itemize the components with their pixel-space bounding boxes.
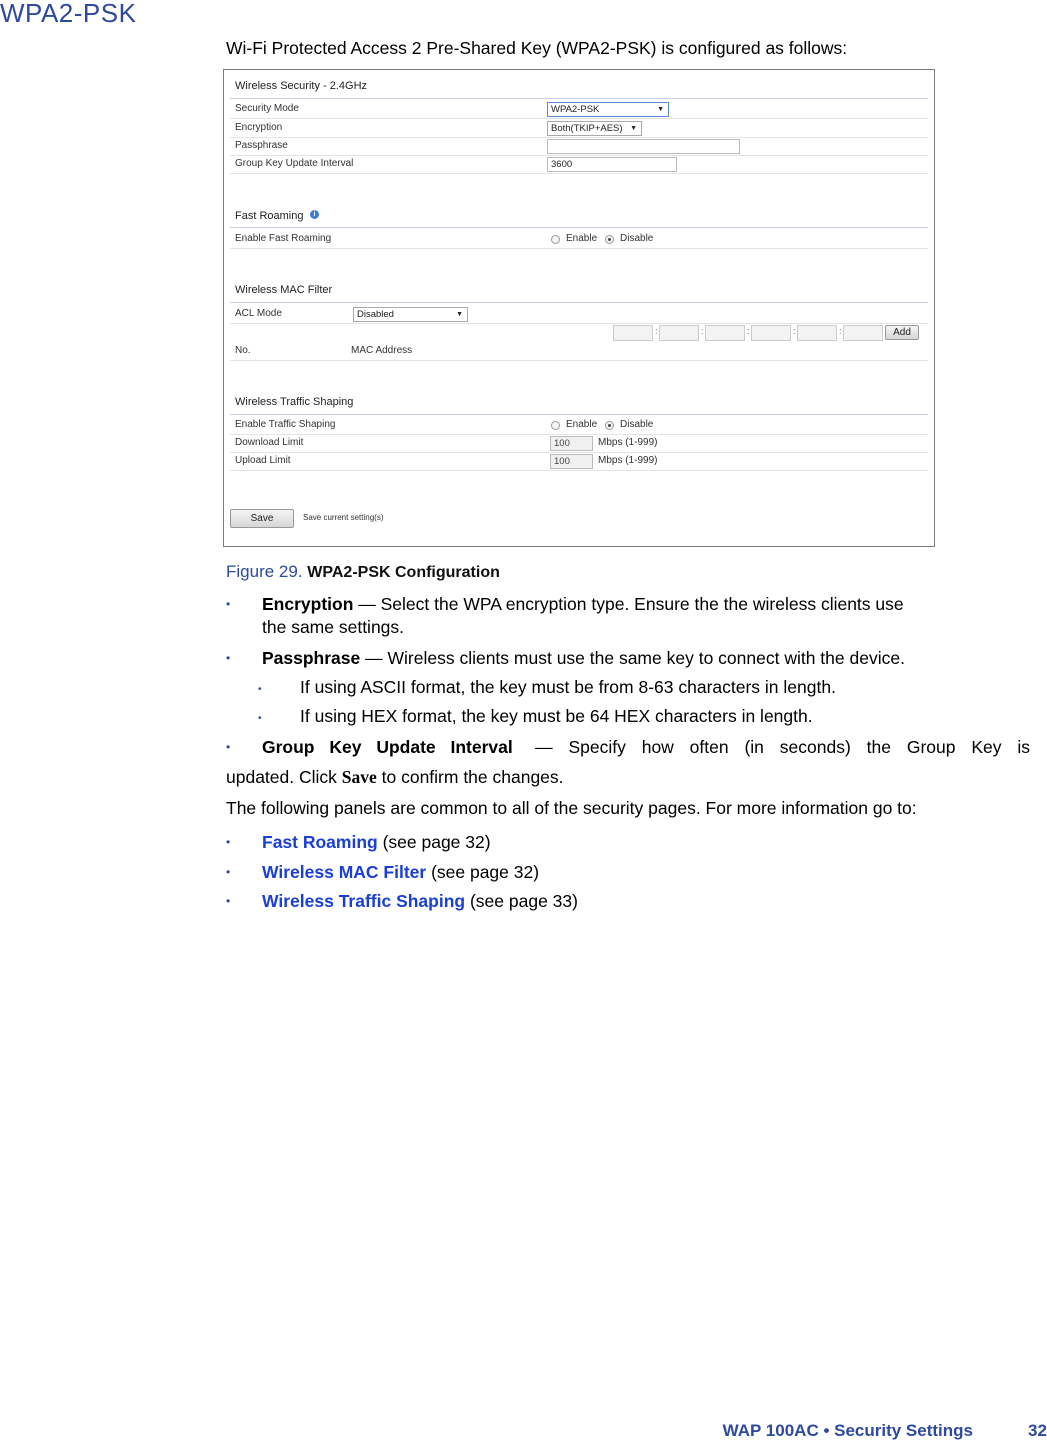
group-key-label: Group Key Update Interval bbox=[235, 158, 354, 169]
dropdown-arrow-icon: ▼ bbox=[657, 106, 664, 113]
download-limit-input[interactable]: 100 bbox=[550, 436, 593, 451]
mac-octet-input[interactable] bbox=[751, 325, 791, 341]
mac-octet-input[interactable] bbox=[797, 325, 837, 341]
acl-mode-value: Disabled bbox=[357, 309, 394, 320]
row-fast-roaming bbox=[230, 230, 928, 249]
divider bbox=[230, 302, 928, 303]
bullet-icon: • bbox=[226, 651, 231, 665]
security-mode-value: WPA2-PSK bbox=[551, 104, 600, 115]
link-item bbox=[262, 831, 491, 854]
section-mac-filter: Wireless MAC Filter bbox=[235, 284, 333, 296]
row-security-mode bbox=[230, 100, 928, 119]
save-button[interactable]: Save bbox=[230, 509, 294, 528]
upload-unit: Mbps (1-999) bbox=[598, 455, 658, 466]
section-fast-roaming bbox=[235, 210, 303, 222]
encryption-value: Both(TKIP+AES) bbox=[551, 123, 623, 134]
encryption-bullet bbox=[262, 593, 1002, 639]
caption-prefix: Figure 29. bbox=[226, 562, 303, 581]
bullet-icon: • bbox=[226, 835, 231, 849]
encryption-term: Encryption bbox=[262, 594, 354, 614]
traffic-shaping-label: Enable Traffic Shaping bbox=[235, 419, 336, 430]
row-download-limit bbox=[230, 434, 928, 453]
acl-mode-select[interactable] bbox=[353, 307, 468, 322]
fast-roaming-enable-radio[interactable] bbox=[551, 235, 560, 244]
traffic-enable-radio[interactable] bbox=[551, 421, 560, 430]
caption-title: WPA2-PSK Configuration bbox=[307, 564, 500, 581]
row-traffic-shaping bbox=[230, 416, 928, 435]
col-mac-address: MAC Address bbox=[351, 345, 413, 356]
security-mode-select[interactable] bbox=[547, 102, 669, 117]
hex-note: If using HEX format, the key must be 64 HEX characters in length. bbox=[300, 706, 813, 726]
bullet-icon: • bbox=[226, 894, 231, 908]
passphrase-bullet bbox=[262, 647, 905, 670]
mac-table-header bbox=[230, 342, 928, 361]
acl-mode-label: ACL Mode bbox=[235, 308, 282, 319]
mac-octet-input[interactable] bbox=[659, 325, 699, 341]
enable-label: Enable bbox=[566, 419, 598, 430]
link-item bbox=[262, 890, 578, 913]
download-unit: Mbps (1-999) bbox=[598, 437, 658, 448]
bullet-icon: • bbox=[226, 865, 231, 879]
passphrase-term: Passphrase bbox=[262, 648, 361, 668]
updated-text bbox=[226, 767, 564, 788]
download-limit-label: Download Limit bbox=[235, 437, 304, 448]
row-encryption bbox=[230, 119, 928, 138]
disable-label: Disable bbox=[620, 233, 654, 244]
encryption-label: Encryption bbox=[235, 122, 283, 133]
encryption-text: — Select the WPA encryption type. Ensure the the wireless clients use bbox=[353, 594, 904, 614]
page-number: 32 bbox=[1028, 1421, 1047, 1440]
passphrase-label: Passphrase bbox=[235, 140, 288, 151]
mac-octet-input[interactable] bbox=[613, 325, 653, 341]
divider bbox=[230, 227, 928, 228]
row-upload-limit bbox=[230, 452, 928, 471]
upload-limit-input[interactable]: 100 bbox=[550, 454, 593, 469]
add-mac-button[interactable]: Add bbox=[885, 325, 919, 340]
group-key-input[interactable]: 3600 bbox=[547, 157, 677, 172]
link-ref: (see page 32) bbox=[426, 862, 540, 882]
bullet-icon: • bbox=[226, 740, 231, 754]
fast-roaming-title: Fast Roaming bbox=[235, 210, 304, 222]
common-panels-text: The following panels are common to all of the security pages. For more information go to: bbox=[226, 798, 917, 818]
page-footer: WAP 100AC • Security Settings bbox=[722, 1421, 973, 1440]
mac-octet-input[interactable] bbox=[705, 325, 745, 341]
link-ref: (see page 32) bbox=[377, 832, 491, 852]
sub-bullet-icon: • bbox=[258, 713, 262, 724]
mac-filter-link[interactable]: Wireless MAC Filter bbox=[262, 862, 427, 882]
passphrase-text: — Wireless clients must use the same key to connect with the device. bbox=[360, 648, 905, 668]
section-wireless-security: Wireless Security - 2.4GHz bbox=[235, 80, 368, 92]
enable-label: Enable bbox=[566, 233, 598, 244]
row-acl-mode bbox=[230, 305, 928, 324]
gkui-term: Group Key Update Interval bbox=[262, 737, 513, 757]
disable-label: Disable bbox=[620, 419, 654, 430]
save-hint: Save current setting(s) bbox=[303, 513, 384, 522]
page-heading: WPA2-PSK bbox=[0, 0, 137, 28]
passphrase-input[interactable] bbox=[547, 139, 740, 154]
encryption-select[interactable] bbox=[547, 121, 642, 136]
mac-octet-input[interactable] bbox=[843, 325, 883, 341]
link-item bbox=[262, 861, 539, 884]
updated-pre: updated. Click bbox=[226, 767, 342, 787]
row-passphrase bbox=[230, 137, 928, 156]
dropdown-arrow-icon: ▼ bbox=[456, 311, 463, 318]
bullet-icon: • bbox=[226, 597, 231, 611]
updated-post: to confirm the changes. bbox=[376, 767, 564, 787]
traffic-shaping-link[interactable]: Wireless Traffic Shaping bbox=[262, 891, 466, 911]
figure-caption bbox=[226, 562, 500, 582]
wpa2-psk-screenshot: Wireless Security - 2.4GHz Security Mode WPA2-PSK ▼ Encryption Both(TKIP+AES) ▼ Passphrase Group Key Update Interval 3600 Fast Roaming i Enable Fast Roaming Enable Disable Wireless MAC Filter ACL Mode Disabled ▼ : : : : : Add No. MAC Address Wireless Traffic Shaping Enable Traffic Shaping Enable Disable Download Limit 100 Mbps (1-999) Upload Limit 100 Mbps (1-999) Save Save current setting(s) bbox=[223, 69, 935, 547]
fast-roaming-disable-radio[interactable] bbox=[605, 235, 614, 244]
ascii-note: If using ASCII format, the key must be from 8-63 characters in length. bbox=[300, 677, 836, 697]
divider bbox=[230, 414, 928, 415]
upload-limit-label: Upload Limit bbox=[235, 455, 291, 466]
divider bbox=[230, 98, 928, 99]
sub-bullet-icon: • bbox=[258, 684, 262, 695]
traffic-disable-radio[interactable] bbox=[605, 421, 614, 430]
info-icon[interactable]: i bbox=[310, 210, 319, 219]
gkui-bullet bbox=[262, 736, 1030, 759]
dropdown-arrow-icon: ▼ bbox=[630, 125, 637, 132]
fast-roaming-link[interactable]: Fast Roaming bbox=[262, 832, 378, 852]
link-ref: (see page 33) bbox=[465, 891, 578, 911]
intro-text: Wi-Fi Protected Access 2 Pre-Shared Key (WPA2-PSK) is configured as follows: bbox=[226, 38, 848, 58]
gkui-text: — Specify how often (in seconds) the Group Key is bbox=[535, 737, 1030, 757]
fast-roaming-label: Enable Fast Roaming bbox=[235, 233, 332, 244]
save-inline: Save bbox=[341, 767, 377, 787]
col-no: No. bbox=[235, 345, 251, 356]
row-group-key bbox=[230, 155, 928, 174]
section-traffic-shaping: Wireless Traffic Shaping bbox=[235, 396, 354, 408]
encryption-text-2: the same settings. bbox=[262, 617, 405, 637]
security-mode-label: Security Mode bbox=[235, 103, 299, 114]
